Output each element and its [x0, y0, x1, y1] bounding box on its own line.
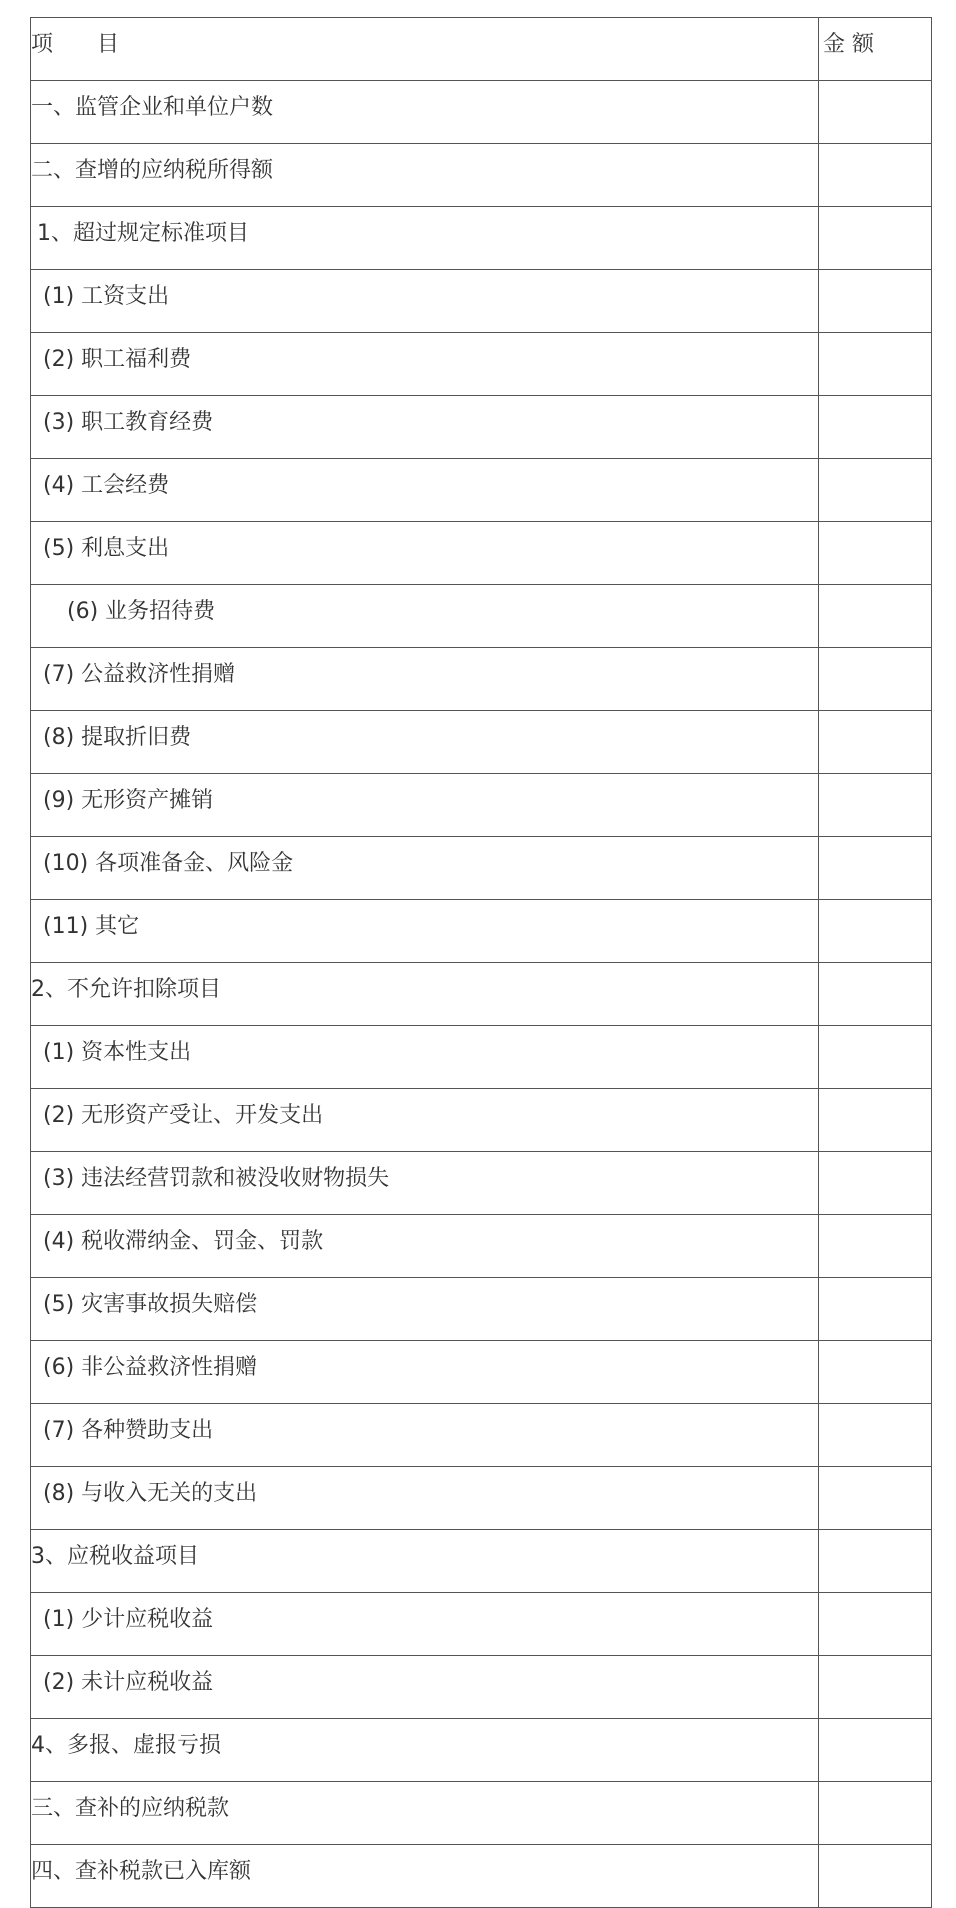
amount-value [819, 81, 931, 97]
amount-cell [819, 585, 932, 648]
amount-cell [819, 837, 932, 900]
amount-value [819, 585, 931, 601]
amount-cell [819, 900, 932, 963]
amount-cell [819, 1782, 932, 1845]
item-label: (1) 少计应税收益 [43, 1607, 214, 1632]
amount-cell [819, 963, 932, 1026]
amount-cell [819, 1530, 932, 1593]
table-row [31, 1467, 932, 1530]
amount-cell [819, 1593, 932, 1656]
item-cell [31, 1089, 819, 1152]
amount-value [819, 1089, 931, 1105]
table-row [31, 1152, 932, 1215]
item-label: (9) 无形资产摊销 [43, 788, 214, 813]
item-label: (6) 业务招待费 [67, 599, 216, 624]
item-cell [31, 459, 819, 522]
amount-value [819, 1845, 931, 1861]
item-label: (7) 各种赞助支出 [43, 1418, 214, 1443]
item-cell [31, 1593, 819, 1656]
amount-value [819, 1152, 931, 1168]
amount-cell [819, 207, 932, 270]
table-row [31, 711, 932, 774]
amount-cell [819, 459, 932, 522]
item-label: (7) 公益救济性捐赠 [43, 662, 236, 687]
header-item-cell [31, 18, 819, 81]
item-cell [31, 1404, 819, 1467]
amount-value [819, 1530, 931, 1546]
item-cell [31, 711, 819, 774]
item-cell [31, 1719, 819, 1782]
table-row [31, 1089, 932, 1152]
table-row [31, 1530, 932, 1593]
amount-cell [819, 711, 932, 774]
amount-cell [819, 81, 932, 144]
table-row [31, 774, 932, 837]
table-row [31, 396, 932, 459]
amount-value [819, 1215, 931, 1231]
item-label: 3、应税收益项目 [31, 1544, 199, 1569]
item-cell [31, 900, 819, 963]
item-cell [31, 396, 819, 459]
table-row [31, 1593, 932, 1656]
amount-cell [819, 648, 932, 711]
table-row [31, 900, 932, 963]
amount-cell [819, 1404, 932, 1467]
amount-cell [819, 1845, 932, 1908]
item-cell [31, 1656, 819, 1719]
table-row [31, 207, 932, 270]
tax-audit-table [30, 17, 932, 1908]
table-row [31, 963, 932, 1026]
table-row [31, 1404, 932, 1467]
item-cell [31, 207, 819, 270]
amount-value [819, 1404, 931, 1420]
item-label: (10) 各项准备金、风险金 [43, 851, 294, 876]
item-label: 二、查增的应纳税所得额 [31, 158, 274, 183]
amount-value [819, 711, 931, 727]
item-label: 三、查补的应纳税款 [31, 1796, 230, 1821]
table-row [31, 585, 932, 648]
amount-cell [819, 1152, 932, 1215]
table-row [31, 1845, 932, 1908]
amount-cell [819, 774, 932, 837]
amount-value [819, 522, 931, 538]
table-row [31, 1341, 932, 1404]
item-cell [31, 1782, 819, 1845]
amount-cell [819, 333, 932, 396]
table-row [31, 459, 932, 522]
item-label: (4) 税收滞纳金、罚金、罚款 [43, 1229, 324, 1254]
amount-cell [819, 270, 932, 333]
amount-value [819, 1467, 931, 1483]
table-row [31, 333, 932, 396]
item-label: (1) 工资支出 [43, 284, 170, 309]
amount-value [819, 963, 931, 979]
amount-value [819, 333, 931, 349]
item-label: (4) 工会经费 [43, 473, 170, 498]
table-row [31, 270, 932, 333]
item-cell [31, 144, 819, 207]
item-label: (1) 资本性支出 [43, 1040, 192, 1065]
amount-value [819, 1656, 931, 1672]
table-row [31, 837, 932, 900]
item-cell [31, 648, 819, 711]
item-label: 2、不允许扣除项目 [31, 977, 221, 1002]
header-item-label: 项 目 [31, 32, 120, 57]
amount-value [819, 837, 931, 853]
item-label: (3) 违法经营罚款和被没收财物损失 [43, 1166, 390, 1191]
amount-value [819, 396, 931, 412]
table-row [31, 1215, 932, 1278]
item-label: (8) 与收入无关的支出 [43, 1481, 258, 1506]
header-amount-label: 金 额 [823, 32, 874, 57]
item-label: (5) 灾害事故损失赔偿 [43, 1292, 258, 1317]
item-label: (2) 无形资产受让、开发支出 [43, 1103, 324, 1128]
table-row [31, 648, 932, 711]
item-cell [31, 1215, 819, 1278]
amount-cell [819, 1026, 932, 1089]
table-header-row [31, 18, 932, 81]
table-row [31, 522, 932, 585]
table-row [31, 1026, 932, 1089]
item-cell [31, 774, 819, 837]
item-cell [31, 1530, 819, 1593]
amount-value [819, 774, 931, 790]
item-label: 4、多报、虚报亏损 [31, 1733, 221, 1758]
item-label: 四、查补税款已入库额 [31, 1859, 252, 1884]
amount-value [819, 459, 931, 475]
item-cell [31, 1152, 819, 1215]
item-label: (5) 利息支出 [43, 536, 170, 561]
amount-cell [819, 144, 932, 207]
amount-cell [819, 1089, 932, 1152]
amount-value [819, 270, 931, 286]
item-label: 一、监管企业和单位户数 [31, 95, 274, 120]
amount-cell [819, 1341, 932, 1404]
item-label: (2) 未计应税收益 [43, 1670, 214, 1695]
item-label: (8) 提取折旧费 [43, 725, 192, 750]
amount-cell [819, 1467, 932, 1530]
item-cell [31, 1026, 819, 1089]
item-label: (11) 其它 [43, 914, 140, 939]
header-amount-cell [819, 18, 932, 81]
amount-value [819, 207, 931, 223]
table-row [31, 1278, 932, 1341]
item-cell [31, 1341, 819, 1404]
table-row [31, 1656, 932, 1719]
table-row [31, 1719, 932, 1782]
item-cell [31, 1467, 819, 1530]
amount-value [819, 1278, 931, 1294]
item-cell [31, 81, 819, 144]
amount-cell [819, 1278, 932, 1341]
amount-value [819, 1341, 931, 1357]
amount-cell [819, 396, 932, 459]
item-cell [31, 522, 819, 585]
item-cell [31, 585, 819, 648]
item-cell [31, 333, 819, 396]
item-label: (3) 职工教育经费 [43, 410, 214, 435]
amount-value [819, 648, 931, 664]
amount-value [819, 1026, 931, 1042]
amount-value [819, 144, 931, 160]
table-row [31, 81, 932, 144]
item-cell [31, 270, 819, 333]
amount-cell [819, 522, 932, 585]
table-row [31, 144, 932, 207]
amount-cell [819, 1719, 932, 1782]
table-row [31, 1782, 932, 1845]
amount-value [819, 1593, 931, 1609]
item-cell [31, 1845, 819, 1908]
amount-value [819, 1719, 931, 1735]
item-label: (6) 非公益救济性捐赠 [43, 1355, 258, 1380]
amount-value [819, 1782, 931, 1798]
item-cell [31, 837, 819, 900]
item-cell [31, 963, 819, 1026]
item-label: (2) 职工福利费 [43, 347, 192, 372]
amount-value [819, 900, 931, 916]
amount-cell [819, 1656, 932, 1719]
item-label: 1、超过规定标准项目 [37, 221, 249, 246]
amount-cell [819, 1215, 932, 1278]
item-cell [31, 1278, 819, 1341]
